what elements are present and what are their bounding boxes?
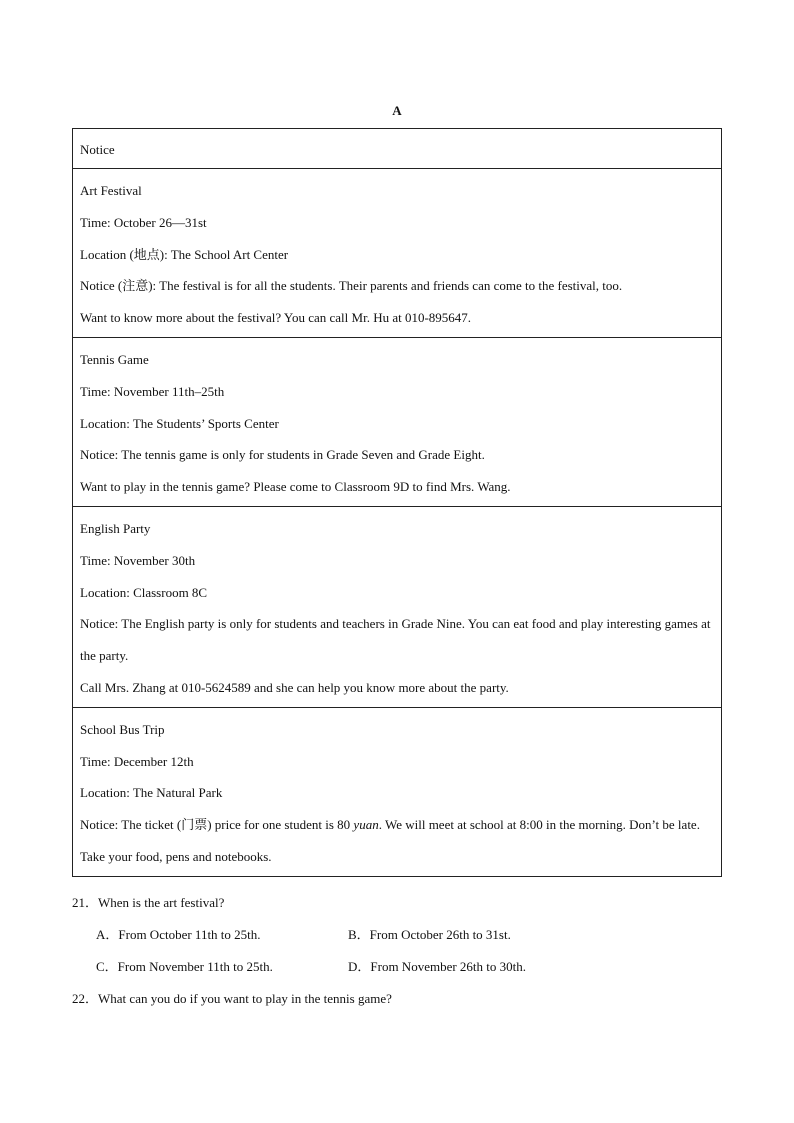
- event-contact: Call Mrs. Zhang at 010-5624589 and she can help you know more about the party.: [80, 679, 509, 695]
- option-text: From October 26th to 31st.: [369, 927, 511, 942]
- question-text: What can you do if you want to play in the tennis game?: [98, 991, 392, 1006]
- currency-word: yuan: [353, 817, 379, 833]
- question-22: [72, 988, 392, 1007]
- option-letter: B．: [348, 927, 370, 942]
- event-contact: Want to play in the tennis game? Please come to Classroom 9D to find Mrs. Wang.: [80, 479, 511, 495]
- event-title: School Bus Trip: [80, 721, 165, 737]
- event-row-school-bus-trip: [73, 707, 722, 876]
- event-row-art-festival: [73, 169, 722, 338]
- section-title: A: [392, 103, 402, 118]
- option-b[interactable]: [348, 924, 511, 943]
- event-time: Time: December 12th: [80, 753, 194, 769]
- event-time: Time: November 30th: [80, 552, 196, 568]
- event-notice: Notice (注意): The festival is for all the students. Their parents and friends can come to the festival, too.: [80, 278, 623, 294]
- question-number: 22．: [72, 991, 99, 1006]
- option-letter: C．: [96, 959, 118, 974]
- event-location: Location (地点): The School Art Center: [80, 246, 289, 262]
- notice-header-cell: [73, 129, 722, 169]
- question-number: 21．: [72, 895, 99, 910]
- event-title: Art Festival: [80, 183, 142, 198]
- event-time: Time: November 11th–25th: [80, 383, 225, 399]
- question-text: When is the art festival?: [98, 895, 225, 910]
- event-location: Location: The Natural Park: [80, 785, 223, 801]
- event-cell: [73, 506, 722, 707]
- event-notice: Notice: The English party is only for students and teachers in Grade Nine. You can eat food and play interesting games at the party.: [80, 616, 711, 664]
- option-d[interactable]: [348, 956, 526, 975]
- question-21: [72, 892, 224, 911]
- notice-header: Notice: [80, 142, 115, 157]
- option-text: From October 11th to 25th.: [118, 927, 261, 942]
- event-contact: Want to know more about the festival? You can call Mr. Hu at 010-895647.: [80, 310, 472, 326]
- event-title: Tennis Game: [80, 351, 149, 367]
- event-row-tennis-game: [73, 337, 722, 506]
- option-letter: D．: [348, 959, 371, 974]
- option-text: From November 26th to 30th.: [370, 959, 527, 974]
- event-time: Time: October 26—31st: [80, 214, 207, 230]
- notice-text: Notice: The ticket (门票) price for one student is 80: [80, 817, 354, 833]
- option-c[interactable]: [96, 956, 273, 975]
- notice-table: [72, 128, 722, 877]
- option-letter: A．: [96, 927, 119, 942]
- event-title: English Party: [80, 520, 151, 536]
- event-cell: [73, 337, 722, 506]
- event-location: Location: Classroom 8C: [80, 584, 208, 600]
- notice-header-row: [73, 129, 722, 169]
- event-notice: Notice: The tennis game is only for students in Grade Seven and Grade Eight.: [80, 447, 485, 463]
- option-text: From November 11th to 25th.: [117, 959, 273, 974]
- event-row-english-party: [73, 506, 722, 707]
- notice-text: . We will meet at school at 8:00 in the morning. Don’t be late. Take your food, pens and notebooks.: [80, 817, 700, 864]
- event-cell: [73, 707, 722, 876]
- event-notice: [80, 809, 714, 873]
- event-cell: [73, 169, 722, 338]
- option-a[interactable]: [96, 924, 261, 943]
- event-location: Location: The Students’ Sports Center: [80, 415, 279, 431]
